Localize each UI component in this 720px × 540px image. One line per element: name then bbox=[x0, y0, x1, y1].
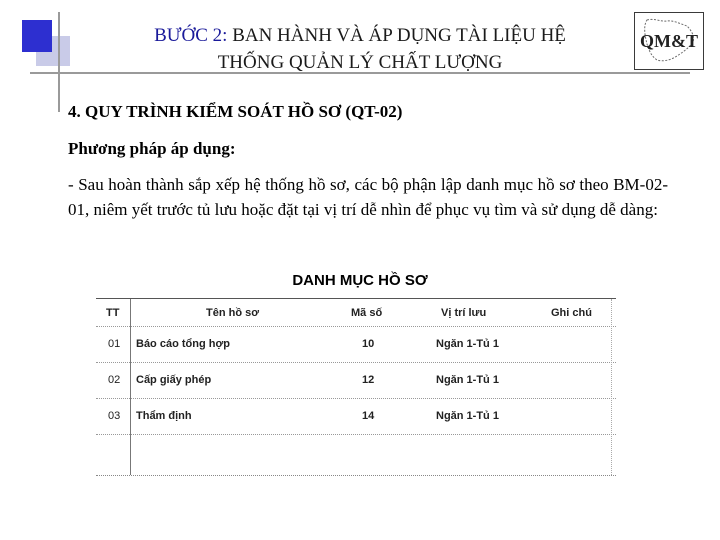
table-row bbox=[96, 327, 616, 363]
table-header-row bbox=[96, 299, 616, 327]
table-row bbox=[96, 399, 616, 435]
records-table bbox=[96, 298, 616, 476]
cell-tt: 02 bbox=[108, 374, 121, 386]
method-subheading: Phương pháp áp dụng: bbox=[68, 139, 236, 158]
header-code: Mã số bbox=[351, 307, 383, 319]
title-line2: THỐNG QUẢN LÝ CHẤT LƯỢNG bbox=[217, 52, 503, 73]
slide-title bbox=[90, 22, 630, 76]
cell-code: 10 bbox=[362, 338, 375, 350]
column-divider bbox=[611, 299, 612, 475]
cell-tt: 01 bbox=[108, 338, 121, 350]
figure-title: DANH MỤC HỒ SƠ bbox=[292, 272, 428, 289]
cell-location: Ngăn 1-Tủ 1 bbox=[436, 338, 499, 350]
logo-map-icon bbox=[637, 16, 701, 66]
table-row-empty bbox=[96, 435, 616, 471]
cell-name: Báo cáo tổng hợp bbox=[136, 338, 230, 350]
company-logo bbox=[634, 12, 704, 70]
cell-location: Ngăn 1-Tủ 1 bbox=[436, 374, 499, 386]
header-location: Vị trí lưu bbox=[441, 307, 487, 319]
cell-code: 12 bbox=[362, 374, 375, 386]
header-tt: TT bbox=[106, 307, 120, 319]
logo-text: QM&T bbox=[640, 31, 698, 51]
header-name: Tên hồ sơ bbox=[206, 307, 260, 319]
cell-location: Ngăn 1-Tủ 1 bbox=[436, 410, 499, 422]
cell-code: 14 bbox=[362, 410, 375, 422]
cell-name: Thẩm định bbox=[136, 410, 192, 422]
table-row bbox=[96, 363, 616, 399]
cell-name: Cấp giấy phép bbox=[136, 374, 212, 386]
column-divider bbox=[130, 299, 131, 475]
header-note: Ghi chú bbox=[551, 307, 592, 319]
cell-tt: 03 bbox=[108, 410, 121, 422]
section-heading: 4. QUY TRÌNH KIỂM SOÁT HỒ SƠ (QT-02) bbox=[68, 102, 403, 121]
title-line1: BAN HÀNH VÀ ÁP DỤNG TÀI LIỆU HỆ bbox=[227, 25, 566, 46]
title-accent: BƯỚC 2: bbox=[154, 25, 228, 46]
decorative-square-dark bbox=[22, 20, 52, 52]
body-paragraph: - Sau hoàn thành sắp xếp hệ thống hồ sơ, các bộ phận lập danh mục hồ sơ theo BM-02-01, niêm yết trước tủ lưu hoặc đặt tại vị trí dễ nhìn để phục vụ tìm và sử dụng dễ dàng: bbox=[68, 175, 668, 219]
decorative-vertical-line bbox=[58, 12, 60, 112]
